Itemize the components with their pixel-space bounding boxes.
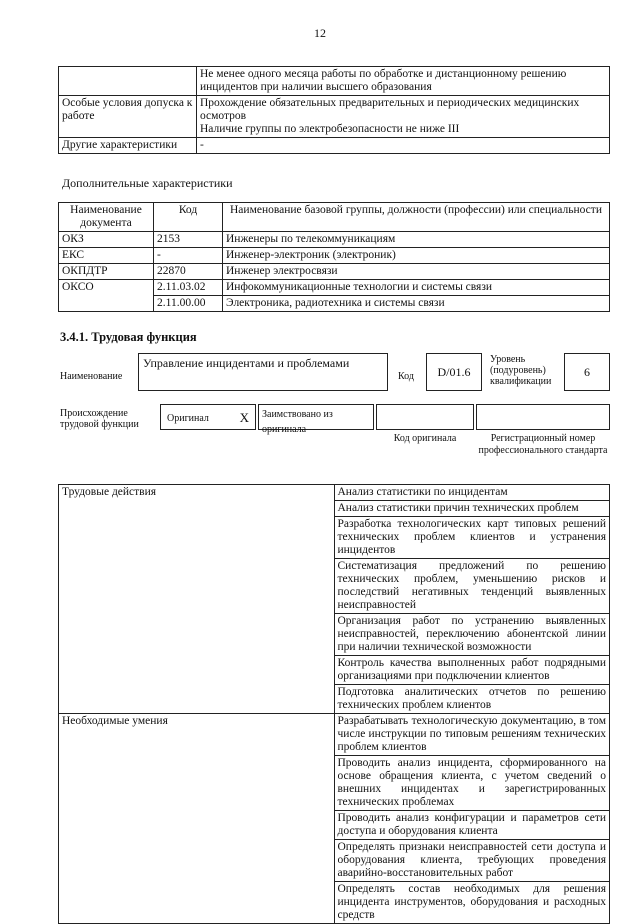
function-code-box: D/01.6 — [426, 353, 482, 391]
table-row — [59, 280, 610, 296]
table-cell: 2153 — [154, 232, 223, 248]
table-cell: ЕКС — [59, 248, 154, 264]
original-box — [160, 404, 256, 430]
list-item: Анализ статистики по инцидентам — [334, 485, 610, 501]
list-item: Определять признаки неисправностей сети доступа и оборудования клиента, требующих проведения аварийно-восстановительных работ — [334, 840, 610, 882]
qualification-table — [58, 66, 610, 154]
table-row — [59, 485, 610, 501]
row-value — [197, 67, 610, 96]
list-item: Контроль качества выполненных работ подрядными организациями при подключении клиентов — [334, 656, 610, 685]
table-cell: Инженер-электроник (электроник) — [223, 248, 610, 264]
original-label: Оригинал — [167, 413, 209, 424]
table-row — [59, 138, 610, 154]
table-cell: Инженеры по телекоммуникациям — [223, 232, 610, 248]
table-cell: 2.11.03.02 — [154, 280, 223, 296]
column-header: Наименование базовой группы, должности (профессии) или специальности — [223, 203, 610, 232]
table-row — [59, 232, 610, 248]
registration-number-caption: Регистрационный номер профессионального стандарта — [478, 433, 608, 456]
name-label: Наименование — [60, 371, 123, 382]
origin-label: Происхождение трудовой функции — [60, 408, 139, 430]
list-item: Подготовка аналитических отчетов по решению технических проблем клиентов — [334, 685, 610, 714]
list-item: Систематизация предложений по решению технических проблем, уменьшению рисков и последствий негативных тенденций выявленных неисправностей — [334, 559, 610, 614]
list-item: Организация работ по устранению выявленных неисправностей, переключению абонентской линии при наличии технической возможности — [334, 614, 610, 656]
page-number: 12 — [314, 26, 326, 40]
table-cell: Инфокоммуникационные технологии и системы связи — [223, 280, 610, 296]
row-value — [197, 96, 610, 138]
table-row — [59, 264, 610, 280]
function-name-box: Управление инцидентами и проблемами — [138, 353, 388, 391]
original-mark: X — [239, 410, 249, 425]
table-cell: 22870 — [154, 264, 223, 280]
list-item: Разрабатывать технологическую документацию, в том числе инструкции по типовым решениям технических проблем клиентов — [334, 714, 610, 756]
additional-characteristics-title: Дополнительные характеристики — [62, 176, 233, 190]
table-cell: Электроника, радиотехника и системы связи — [223, 296, 610, 312]
list-item: Проводить анализ инцидента, сформированного на основе обращения клиента, с учетом сведений о внешних инцидентах и зарегистрированных технических проблемах — [334, 756, 610, 811]
row-label: Особые условия допуска к работе — [59, 96, 197, 138]
table-cell: - — [154, 248, 223, 264]
list-item: Анализ статистики причин технических проблем — [334, 501, 610, 517]
original-code-box — [376, 404, 474, 430]
level-box: 6 — [564, 353, 610, 391]
column-header: Наименование документа — [59, 203, 154, 232]
table-row — [59, 67, 610, 96]
borrowed-box — [258, 404, 374, 435]
list-item: Разработка технологических карт типовых решений технических проблем клиентов и устранения инцидентов — [334, 517, 610, 559]
table-cell: ОКСО — [59, 280, 154, 312]
row-line: Не менее одного месяца работы по обработке и дистанционному решению инцидентов при наличии высшего образования — [200, 68, 567, 93]
list-item: Проводить анализ конфигурации и параметров сети доступа и оборудования клиента — [334, 811, 610, 840]
registration-number-box — [476, 404, 610, 430]
list-item: Определять состав необходимых для решения инцидента инструментов, оборудования и расходных средств — [334, 882, 610, 924]
table-cell: ОКЗ — [59, 232, 154, 248]
section-heading: 3.4.1. Трудовая функция — [60, 330, 197, 344]
row-line: Прохождение обязательных предварительных и периодических медицинских осмотров — [200, 97, 580, 122]
table-row — [59, 96, 610, 138]
row-line: - — [200, 139, 204, 151]
column-header: Код — [154, 203, 223, 232]
table-cell: Инженер электросвязи — [223, 264, 610, 280]
table-row — [59, 248, 610, 264]
row-label: Необходимые умения — [59, 714, 335, 924]
function-details-table — [58, 484, 610, 924]
level-label: Уровень (подуровень) квалификации — [490, 354, 552, 387]
code-label: Код — [398, 371, 414, 382]
table-cell: 2.11.00.00 — [154, 296, 223, 312]
row-label: Трудовые действия — [59, 485, 335, 714]
classifier-table — [58, 202, 610, 312]
table-row — [59, 714, 610, 756]
row-label — [59, 67, 197, 96]
row-value — [197, 138, 610, 154]
table-header-row — [59, 203, 610, 232]
original-code-caption: Код оригинала — [393, 433, 457, 444]
row-line: Наличие группы по электробезопасности не ниже III — [200, 123, 460, 135]
table-cell: ОКПДТР — [59, 264, 154, 280]
row-label: Другие характеристики — [59, 138, 197, 154]
borrowed-label: Заимствовано из оригинала — [262, 409, 333, 435]
